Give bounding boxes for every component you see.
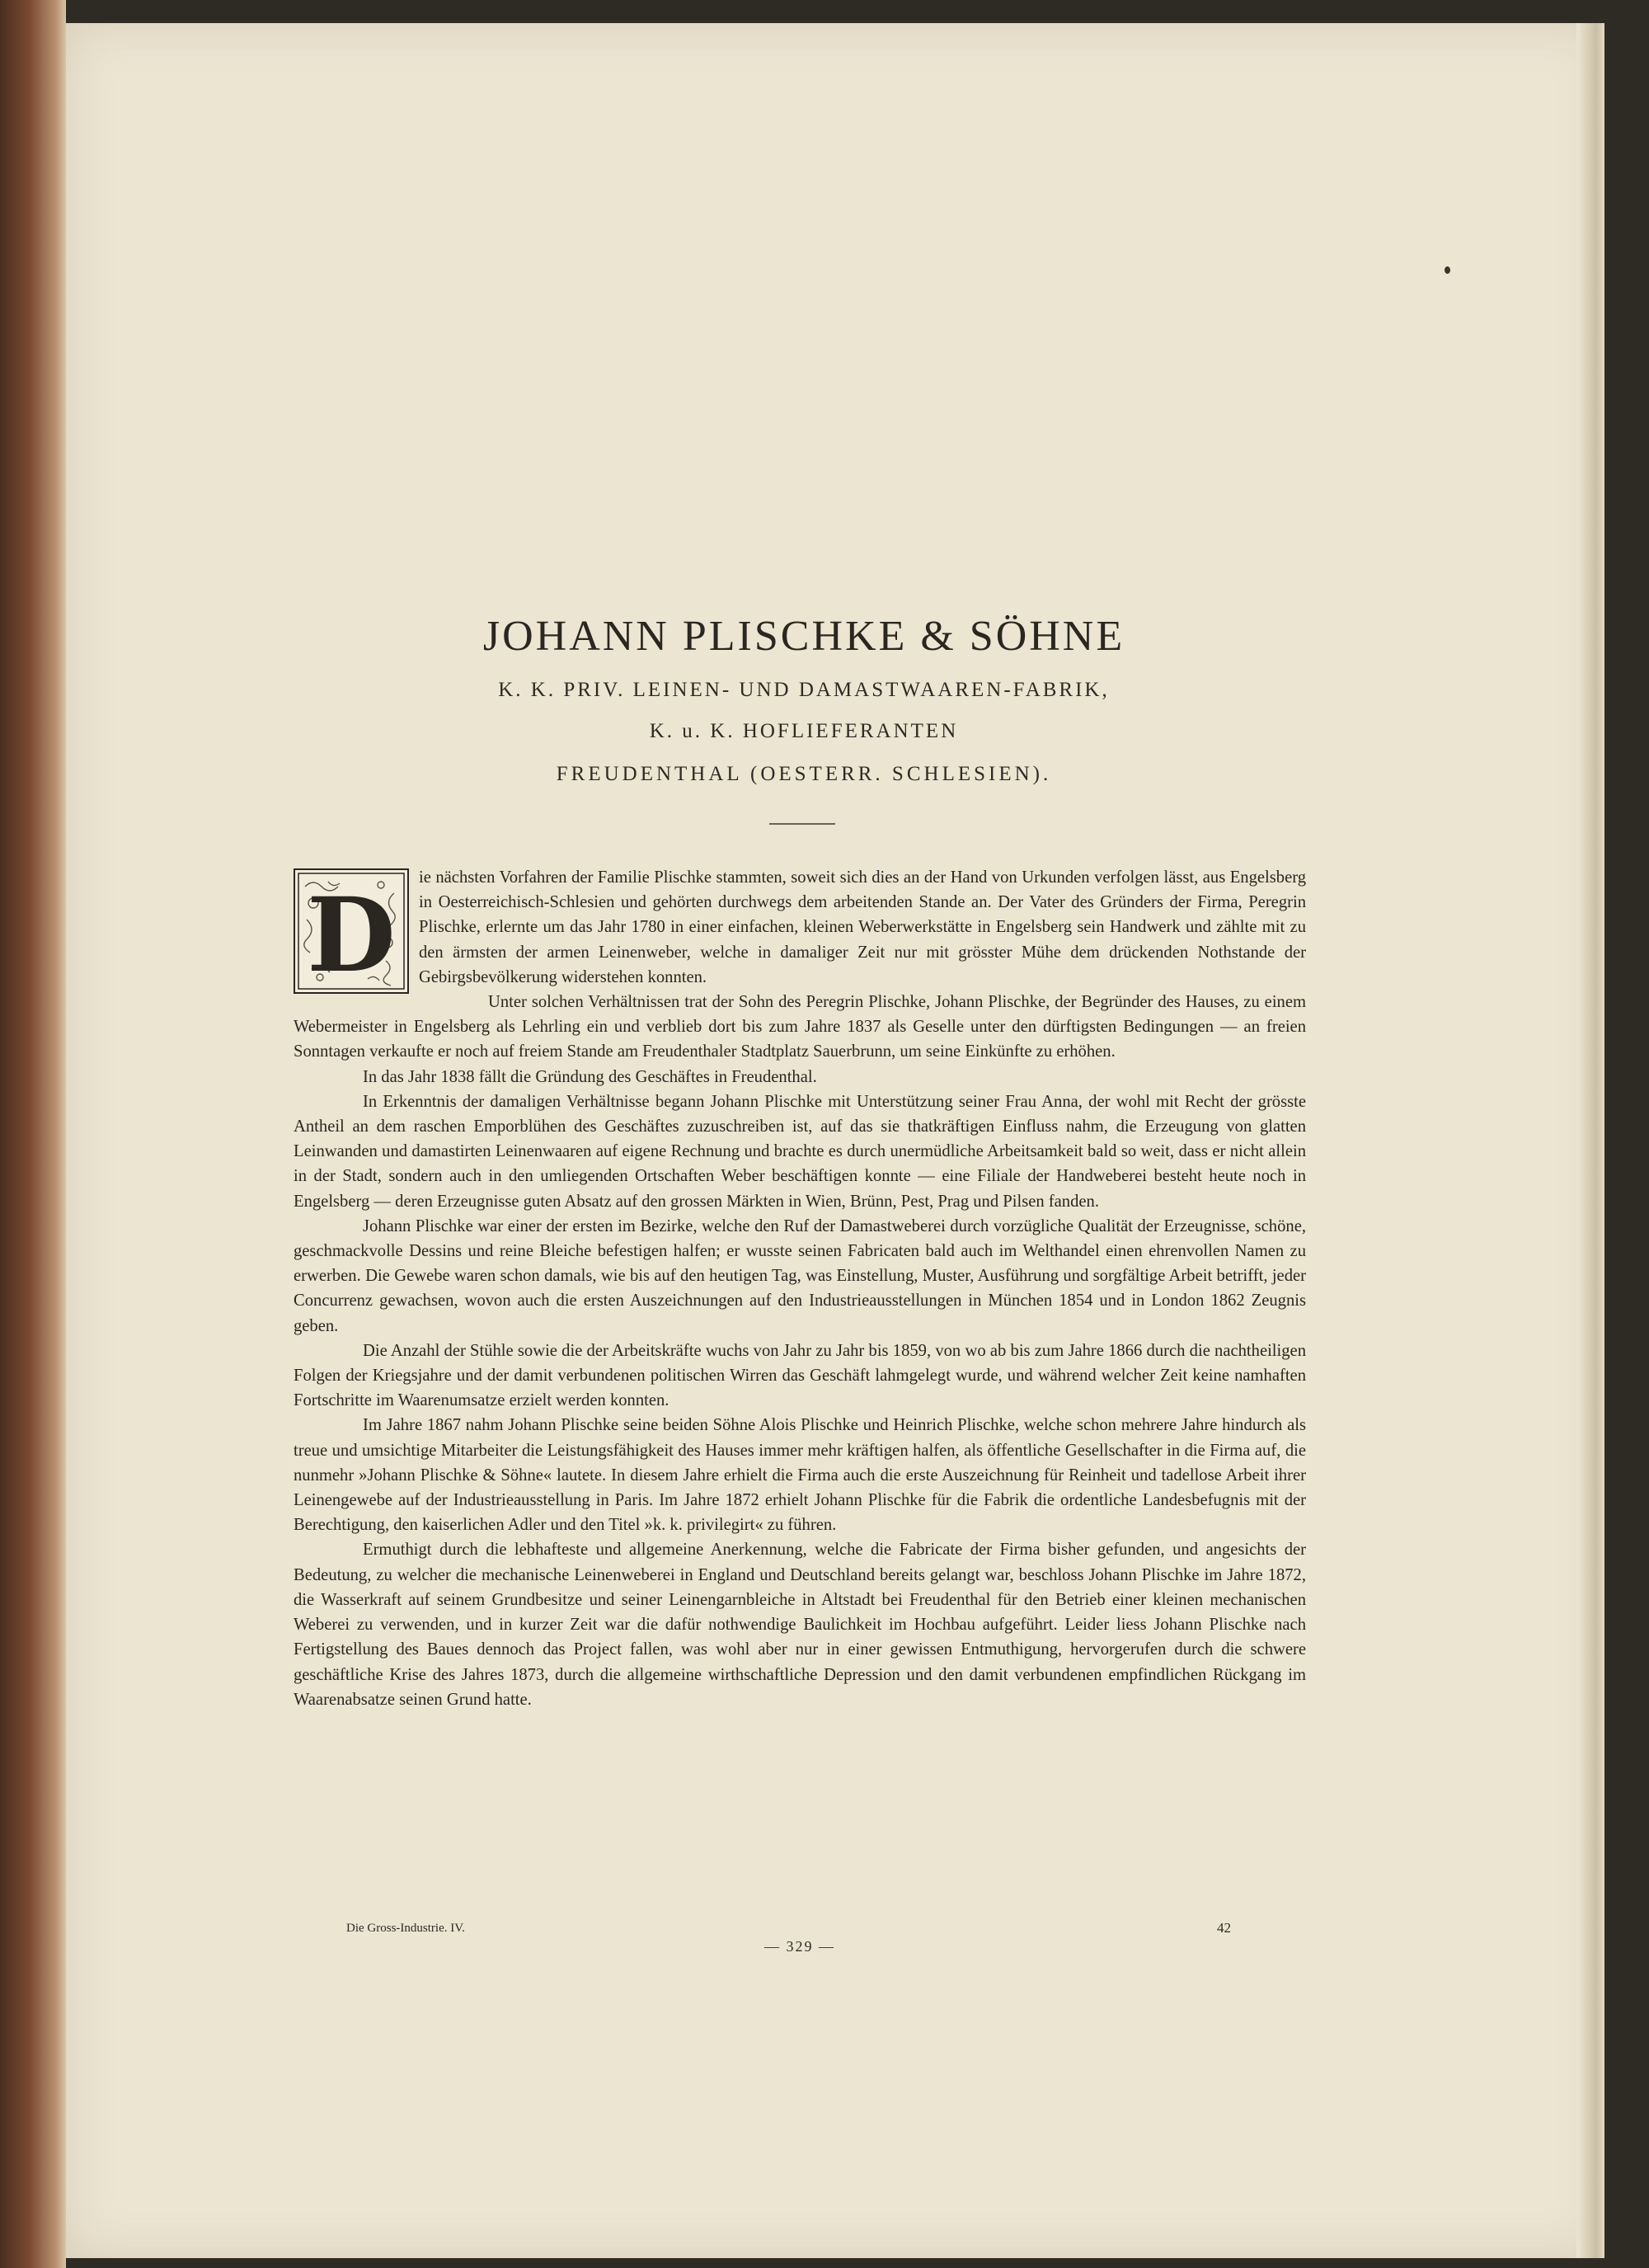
paragraph: In Erkenntnis der damaligen Verhältnisse begann Johann Plischke mit Unterstützung seiner Frau Anna, der wohl mit Recht der grösste Antheil an dem raschen Emporblühen des Geschäftes zuzuschreiben ist, auf das sie thatkräftigen Einfluss nahm, die Erzeugung von glatten Leinwanden und damastirten Leinenwaaren auf eigene Rechnung und brachte es durch unermüdliche Arbeitsamkeit bald so weit, dass er nicht allein in der Stadt, sondern auch in den umliegenden Ortschaften Weber beschäftigen konnte — eine Filiale der Handweberei besteht heute noch in Engelsberg — deren Erzeugnisse guten Absatz auf den grossen Märkten in Wien, Brünn, Pest, Prag und Pilsen fanden. <box>294 1092 1306 1211</box>
footer-series-title: Die Gross-Industrie. IV. <box>346 1922 465 1935</box>
page-number: — 329 — <box>764 1938 835 1955</box>
paragraph: ie nächsten Vorfahren der Familie Plischke stammten, soweit sich dies an der Hand von Urkunden verfolgen lässt, aus Engelsberg in Oesterreichisch-Schlesien und gehörten durchwegs dem arbeitenden Stande an. Der Vater des Gründers der Firma, Peregrin Plischke, erlernte um das Jahr 1780 in einer einfachen, kleinen Weberwerkstätte in Engelsberg sein Handwerk und zählte mit zu den ärmsten der armen Leinenweber, welche in damaliger Zeit nur mit grösster Mühe dem drückenden Nothstande der Gebirgsbevölkerung widerstehen konnten. <box>419 868 1306 986</box>
title-divider <box>769 823 835 825</box>
ornamental-initial-icon <box>295 870 407 992</box>
subtitle-factory: K. K. PRIV. LEINEN- UND DAMASTWAAREN-FABRIK, <box>498 679 1110 701</box>
paragraph: Ermuthigt durch die lebhafteste und allgemeine Anerkennung, welche die Fabricate der Firma bisher gefunden, und angesichts der Bedeutung, zu welcher die mechanische Leinenweberei in England und Deutschland bereits gelangt war, beschloss Johann Plischke im Jahre 1872, die Wasserkraft auf seinem Grundbesitze und seiner Leinengarnbleiche in Altstadt bei Freudenthal für den Betrieb einer kleinen mechanischen Weberei zu verwenden, und in kurzer Zeit war die dafür nothwendige Baulichkeit im Hochbau aufgeführt. Leider liess Johann Plischke nach Fertigstellung des Baues dennoch das Project fallen, was wohl aber nur in einer gewissen Entmuthigung, hervorgerufen durch die schwere geschäftliche Krise des Jahres 1873, durch die allgemeine wirthschaftliche Depression und den damit verbundenen empfindlichen Rückgang im Waarenabsatze seinen Grund hatte. <box>294 1541 1306 1709</box>
paragraph: Johann Plischke war einer der ersten im Bezirke, welche den Ruf der Damastweberei durch vorzügliche Qualität der Erzeugnisse, schöne, geschmackvolle Dessins und reine Bleiche befestigen halfen; er wusste seinen Fabricaten bald auch im Welthandel einen ehrenvollen Namen zu erwerben. Die Gewebe waren schon damals, wie bis auf den heutigen Tag, was Einstellung, Muster, Ausführung und sorgfältige Arbeit betrifft, jeder Concurrenz gewachsen, wovon auch die ersten Auszeichnungen auf den Industrieausstellungen in München 1854 und in London 1862 Zeugnis geben. <box>294 1216 1306 1335</box>
page-title: JOHANN PLISCHKE & SÖHNE <box>482 613 1125 660</box>
ornamental-initial <box>294 868 409 994</box>
signature-mark: 42 <box>1217 1920 1231 1936</box>
paragraph: Im Jahre 1867 nahm Johann Plischke seine beiden Söhne Alois Plischke und Heinrich Plischke, welche schon mehrere Jahre hindurch als treue und umsichtige Mitarbeiter die Leistungsfähigkeit des Hauses immer mehr kräftigen halfen, als öffentliche Gesellschafter in die Firma auf, die nunmehr »Johann Plischke & Söhne« lautete. In diesem Jahre erhielt die Firma auch die erste Auszeichnung für Reinheit und tadellose Arbeit ihrer Leinengewebe auf der Industrieausstellung in Paris. Im Jahre 1872 erhielt Johann Plischke für die Fabrik die ordentliche Landesbefugnis mit der Berechtigung, den kaiserlichen Adler und den Titel »k. k. privilegirt« zu führen. <box>294 1416 1306 1535</box>
article-body <box>294 865 1306 1712</box>
drop-cap-letter: D <box>307 876 396 992</box>
paragraph: Unter solchen Verhältnissen trat der Sohn des Peregrin Plischke, Johann Plischke, der Begründer des Hauses, zu einem Webermeister in Engelsberg als Lehrling ein und verblieb dort bis zum Jahre 1837 als Geselle unter den dürftigsten Bedingungen — an freien Sonntagen verkaufte er noch auf freiem Stande am Freudenthaler Stadtplatz Sauerbrunn, um seine Einkünfte zu erhöhen. <box>294 993 1306 1061</box>
page-stack-edge <box>1576 23 1604 2258</box>
book-binding-edge <box>0 0 66 2268</box>
subtitle-location: FREUDENTHAL (OESTERR. SCHLESIEN). <box>556 763 1052 785</box>
paragraph: In das Jahr 1838 fällt die Gründung des Geschäftes in Freudenthal. <box>363 1067 817 1086</box>
subtitle-purveyor: K. u. K. HOFLIEFERANTEN <box>649 720 959 742</box>
ink-spot <box>1445 266 1450 274</box>
paragraph: Die Anzahl der Stühle sowie die der Arbeitskräfte wuchs von Jahr zu Jahr bis 1859, von wo ab bis zum Jahre 1866 durch die nachtheiligen Folgen der Kriegsjahre und der damit verbundenen politischen Wirren das Geschäft lahmgelegt wurde, und während welcher Zeit keine namhaften Fortschritte im Waarenumsatze erzielt werden konnten. <box>294 1341 1306 1410</box>
